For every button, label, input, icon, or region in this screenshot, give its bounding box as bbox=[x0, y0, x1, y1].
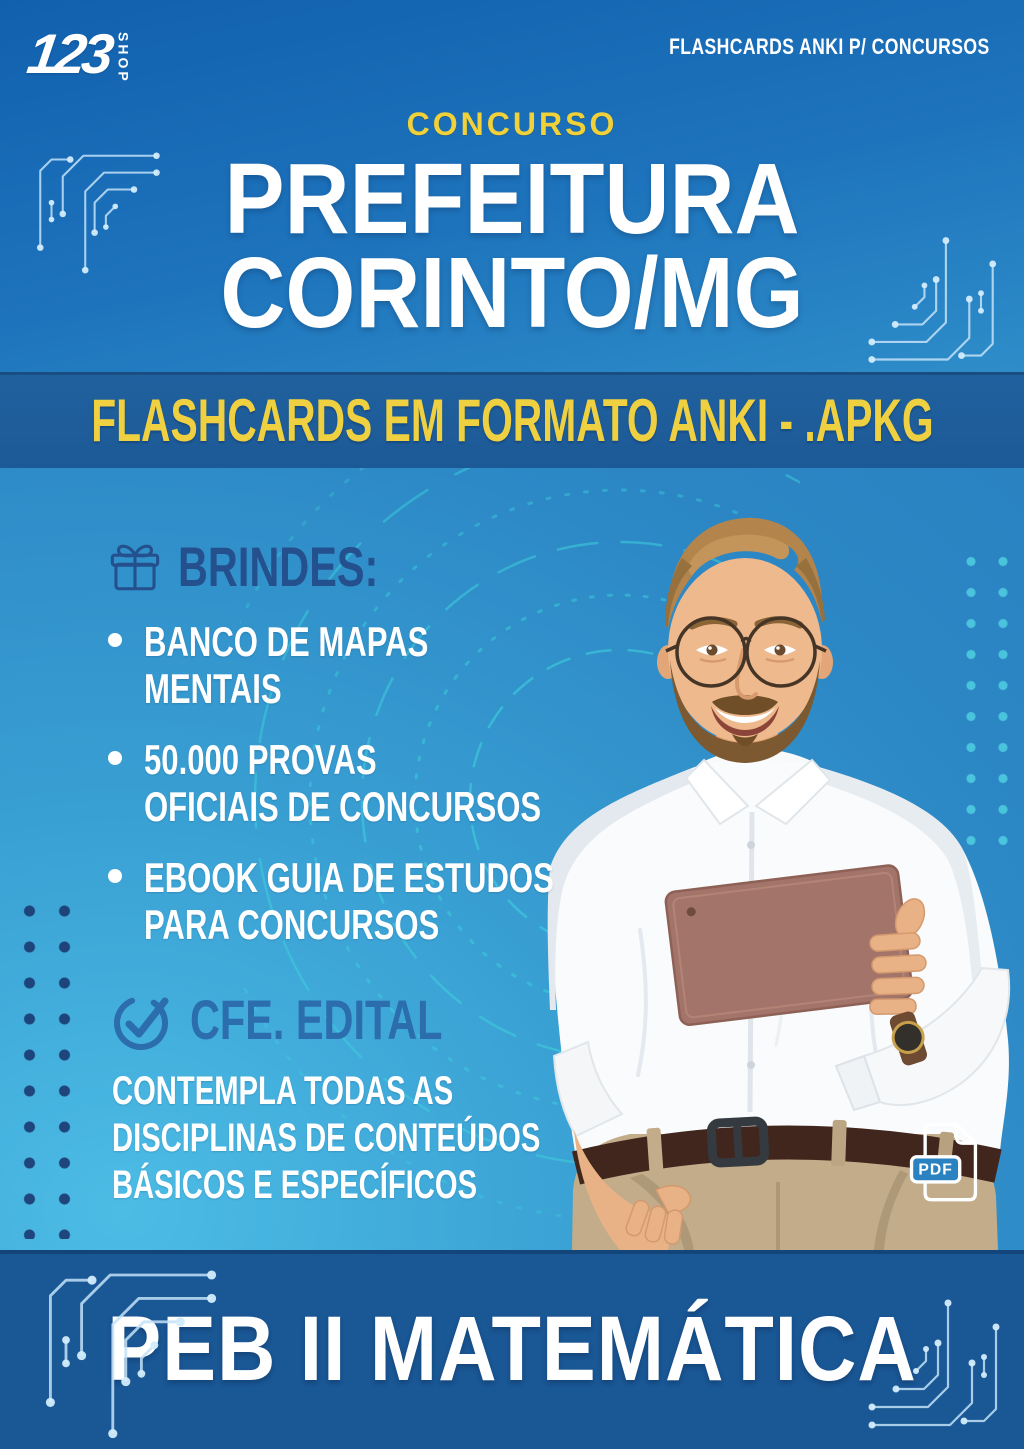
header-tagline bbox=[589, 34, 990, 60]
circuit-decoration-footer-left bbox=[8, 1262, 228, 1444]
footer-title: PEB II MATEMÁTICA bbox=[107, 1298, 917, 1400]
gift-icon bbox=[106, 538, 164, 596]
list-item-text: EBOOK GUIA DE ESTUDOS PARA CONCURSOS bbox=[144, 854, 554, 949]
bullet-dot bbox=[108, 633, 122, 647]
logo-sub-text: SHOP bbox=[115, 32, 132, 84]
edital-line-2: DISCIPLINAS DE CONTEÚDOS bbox=[112, 1115, 541, 1160]
list-item-text: BANCO DE MAPAS MENTAIS bbox=[144, 618, 429, 713]
check-circle-icon bbox=[110, 988, 174, 1052]
format-band bbox=[0, 372, 1024, 468]
edital-heading-text: CFE. EDITAL bbox=[190, 988, 443, 1051]
list-item bbox=[106, 736, 698, 830]
format-band-text: FLASHCARDS EM FORMATO ANKI - .APKG bbox=[90, 386, 934, 454]
hero-kicker: CONCURSO bbox=[406, 106, 618, 142]
circuit-decoration-top-left bbox=[14, 146, 164, 278]
brindes-heading-text: BRINDES: bbox=[178, 535, 379, 598]
list-item-text: 50.000 PROVAS OFICIAIS DE CONCURSOS bbox=[144, 736, 542, 831]
edital-lines bbox=[112, 1068, 540, 1208]
pdf-label: PDF bbox=[918, 1161, 953, 1179]
bullet-dot bbox=[108, 751, 122, 765]
circuit-decoration-right bbox=[864, 228, 1020, 374]
brindes-heading bbox=[178, 535, 449, 598]
hero-title-line2: CORINTO/MG bbox=[220, 237, 804, 349]
bullet-dot bbox=[108, 869, 122, 883]
brindes-list bbox=[106, 618, 698, 972]
brand-logo bbox=[23, 22, 132, 94]
edital-line-1: CONTEMPLA TODAS AS bbox=[112, 1069, 454, 1113]
circuit-decoration-footer-right bbox=[864, 1292, 1024, 1438]
edital-line-3: BÁSICOS E ESPECÍFICOS bbox=[112, 1162, 478, 1207]
hero-title bbox=[51, 143, 973, 349]
logo-number: 123 bbox=[23, 22, 114, 85]
list-item bbox=[106, 854, 698, 948]
edital-heading bbox=[190, 988, 531, 1051]
hero-title-line1: PREFEITURA bbox=[224, 143, 800, 255]
header-tagline-text: FLASHCARDS ANKI P/ CONCURSOS bbox=[669, 34, 990, 59]
list-item bbox=[106, 618, 698, 712]
brindes-header bbox=[106, 535, 449, 598]
dot-grid-left bbox=[12, 893, 84, 1239]
edital-header bbox=[110, 988, 531, 1052]
pdf-file-icon bbox=[900, 1118, 988, 1206]
